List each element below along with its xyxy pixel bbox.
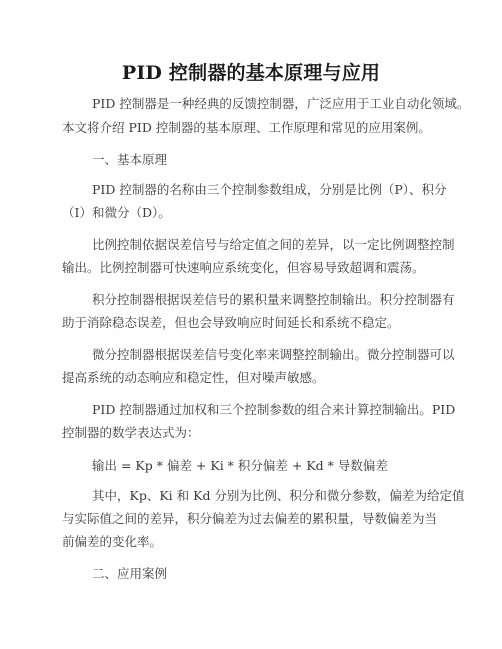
paragraph-3-line-1: 比例控制依据误差信号与给定值之间的差异，以一定比例调整控制: [92, 237, 455, 252]
paragraph-3-line-2: 输出。比例控制器可快速响应系统变化，但容易导致超调和震荡。: [62, 260, 425, 275]
section-heading-basic-principles: 一、基本原理: [92, 152, 168, 167]
paragraph-2-line-2: （I）和微分（D）。: [62, 205, 171, 220]
paragraph-1-line-2: 本文将介绍 PID 控制器的基本原理、工作原理和常见的应用案例。: [62, 120, 431, 135]
paragraph-6-line-2: 控制器的数学表达式为：: [62, 425, 200, 440]
document-title: PID 控制器的基本原理与应用: [121, 62, 381, 84]
paragraph-7-line-1: 其中，Kp、Ki 和 Kd 分别为比例、积分和微分参数，偏差为给定值: [92, 488, 465, 503]
paragraph-1-line-1: PID 控制器是一种经典的反馈控制器，广泛应用于工业自动化领域。: [92, 96, 470, 111]
paragraph-4-line-2: 助于消除稳态误差，但也会导致响应时间延长和系统不稳定。: [62, 315, 400, 330]
paragraph-6-line-1: PID 控制器通过加权和三个控制参数的组合来计算控制输出。PID: [92, 402, 456, 417]
pid-formula: 输出 = Kp * 偏差 + Ki * 积分偏差 + Kd * 导数偏差: [92, 458, 388, 473]
paragraph-5-line-1: 微分控制器根据误差信号变化率来调整控制输出。微分控制器可以: [92, 347, 455, 362]
paragraph-5-line-2: 提高系统的动态响应和稳定性，但对噪声敏感。: [62, 370, 325, 385]
section-heading-application-cases: 二、应用案例: [92, 566, 168, 581]
paragraph-7-line-3: 前偏差的变化率。: [62, 534, 163, 549]
paragraph-7-line-2: 与实际值之间的差异，积分偏差为过去偏差的累积量，导数偏差为当: [62, 511, 438, 526]
paragraph-2-line-1: PID 控制器的名称由三个控制参数组成，分别是比例（P）、积分: [92, 182, 447, 197]
paragraph-4-line-1: 积分控制器根据误差信号的累积量来调整控制输出。积分控制器有: [92, 292, 455, 307]
